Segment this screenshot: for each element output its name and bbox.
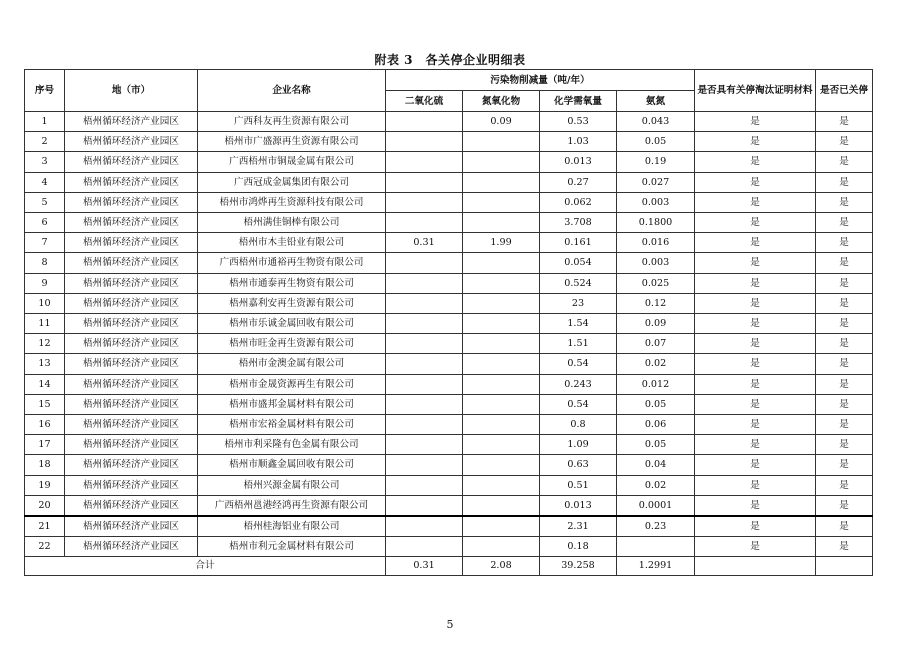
cell-nox <box>463 253 540 273</box>
cell-evidence: 是 <box>695 233 816 253</box>
table-row <box>25 455 873 475</box>
cell-region: 梧州循环经济产业园区 <box>65 415 198 435</box>
cell-nox <box>463 374 540 394</box>
cell-evidence: 是 <box>695 112 816 132</box>
cell-closed: 是 <box>816 495 873 516</box>
cell-closed: 是 <box>816 394 873 414</box>
cell-company: 梧州市鸿烨再生资源科技有限公司 <box>198 192 386 212</box>
cell-nox <box>463 537 540 557</box>
cell-seq: 8 <box>25 253 65 273</box>
cell-cod: 1.09 <box>540 435 617 455</box>
cell-so2 <box>386 112 463 132</box>
cell-nh3: 0.0001 <box>617 495 695 516</box>
cell-company: 广西梧州邕港经鸿再生资源有限公司 <box>198 495 386 516</box>
cell-company: 梧州嘉利安再生资源有限公司 <box>198 293 386 313</box>
cell-nh3: 0.12 <box>617 293 695 313</box>
cell-company: 广西梧州市通裕再生物资有限公司 <box>198 253 386 273</box>
cell-cod: 2.31 <box>540 516 617 537</box>
cell-nox <box>463 152 540 172</box>
cell-region: 梧州循环经济产业园区 <box>65 253 198 273</box>
cell-region: 梧州循环经济产业园区 <box>65 334 198 354</box>
cell-cod: 1.54 <box>540 314 617 334</box>
cell-nox: 1.99 <box>463 233 540 253</box>
cell-nox <box>463 455 540 475</box>
cell-region: 梧州循环经济产业园区 <box>65 152 198 172</box>
table-row <box>25 475 873 495</box>
table-row <box>25 495 873 516</box>
cell-region: 梧州循环经济产业园区 <box>65 435 198 455</box>
cell-so2 <box>386 537 463 557</box>
header-cod: 化学需氧量 <box>540 91 617 112</box>
cell-closed: 是 <box>816 172 873 192</box>
cell-cod: 0.63 <box>540 455 617 475</box>
cell-company: 梧州市旺金再生资源有限公司 <box>198 334 386 354</box>
cell-closed: 是 <box>816 152 873 172</box>
table-row <box>25 132 873 152</box>
cell-seq: 2 <box>25 132 65 152</box>
cell-seq: 13 <box>25 354 65 374</box>
cell-nox <box>463 172 540 192</box>
cell-evidence: 是 <box>695 495 816 516</box>
cell-company: 广西科友再生资源有限公司 <box>198 112 386 132</box>
cell-so2 <box>386 455 463 475</box>
cell-region: 梧州循环经济产业园区 <box>65 475 198 495</box>
header-nox: 氮氧化物 <box>463 91 540 112</box>
cell-cod: 0.243 <box>540 374 617 394</box>
total-nh3: 1.2991 <box>617 557 695 576</box>
cell-nox <box>463 354 540 374</box>
cell-closed: 是 <box>816 112 873 132</box>
cell-so2 <box>386 253 463 273</box>
cell-seq: 22 <box>25 537 65 557</box>
table-row <box>25 354 873 374</box>
cell-nox <box>463 394 540 414</box>
cell-region: 梧州循环经济产业园区 <box>65 293 198 313</box>
cell-evidence: 是 <box>695 192 816 212</box>
cell-cod: 1.03 <box>540 132 617 152</box>
cell-nox <box>463 273 540 293</box>
cell-nh3: 0.06 <box>617 415 695 435</box>
cell-cod: 3.708 <box>540 213 617 233</box>
cell-nox <box>463 415 540 435</box>
cell-seq: 7 <box>25 233 65 253</box>
cell-so2 <box>386 495 463 516</box>
header-closed: 是否已关停 <box>816 70 873 112</box>
total-nox: 2.08 <box>463 557 540 576</box>
cell-closed: 是 <box>816 233 873 253</box>
cell-seq: 15 <box>25 394 65 414</box>
cell-seq: 18 <box>25 455 65 475</box>
cell-nh3: 0.02 <box>617 475 695 495</box>
cell-company: 广西梧州市铜晟金属有限公司 <box>198 152 386 172</box>
cell-region: 梧州循环经济产业园区 <box>65 314 198 334</box>
cell-seq: 14 <box>25 374 65 394</box>
cell-nh3: 0.003 <box>617 253 695 273</box>
cell-nh3: 0.05 <box>617 132 695 152</box>
cell-nh3: 0.016 <box>617 233 695 253</box>
cell-seq: 16 <box>25 415 65 435</box>
closed-enterprises-table <box>24 69 873 576</box>
table-row <box>25 314 873 334</box>
cell-so2 <box>386 354 463 374</box>
cell-cod: 0.161 <box>540 233 617 253</box>
cell-closed: 是 <box>816 132 873 152</box>
cell-closed: 是 <box>816 273 873 293</box>
table-row <box>25 537 873 557</box>
cell-evidence: 是 <box>695 435 816 455</box>
cell-nh3: 0.012 <box>617 374 695 394</box>
cell-closed: 是 <box>816 516 873 537</box>
cell-nox <box>463 435 540 455</box>
cell-so2 <box>386 152 463 172</box>
page-number: 5 <box>446 618 454 631</box>
cell-company: 梧州市宏裕金属材料有限公司 <box>198 415 386 435</box>
cell-nh3: 0.003 <box>617 192 695 212</box>
cell-seq: 10 <box>25 293 65 313</box>
table-row <box>25 172 873 192</box>
cell-evidence: 是 <box>695 172 816 192</box>
cell-company: 广西冠成金属集团有限公司 <box>198 172 386 192</box>
cell-so2 <box>386 516 463 537</box>
table-row <box>25 415 873 435</box>
cell-evidence: 是 <box>695 516 816 537</box>
cell-region: 梧州循环经济产业园区 <box>65 516 198 537</box>
cell-seq: 19 <box>25 475 65 495</box>
cell-evidence: 是 <box>695 314 816 334</box>
header-seq: 序号 <box>25 70 65 112</box>
cell-region: 梧州循环经济产业园区 <box>65 394 198 414</box>
cell-cod: 23 <box>540 293 617 313</box>
total-label: 合计 <box>25 557 386 576</box>
cell-seq: 17 <box>25 435 65 455</box>
cell-evidence: 是 <box>695 152 816 172</box>
cell-cod: 0.54 <box>540 354 617 374</box>
cell-region: 梧州循环经济产业园区 <box>65 537 198 557</box>
cell-seq: 21 <box>25 516 65 537</box>
cell-evidence: 是 <box>695 394 816 414</box>
cell-so2 <box>386 273 463 293</box>
cell-region: 梧州循环经济产业园区 <box>65 374 198 394</box>
cell-company: 梧州市金澳金属有限公司 <box>198 354 386 374</box>
cell-company: 梧州市乐诚金属回收有限公司 <box>198 314 386 334</box>
table-row <box>25 112 873 132</box>
cell-nh3: 0.043 <box>617 112 695 132</box>
total-closed <box>816 557 873 576</box>
cell-closed: 是 <box>816 455 873 475</box>
cell-region: 梧州循环经济产业园区 <box>65 495 198 516</box>
cell-company: 梧州市利采隆有色金属有限公司 <box>198 435 386 455</box>
cell-nh3: 0.05 <box>617 394 695 414</box>
cell-cod: 0.27 <box>540 172 617 192</box>
cell-nh3: 0.09 <box>617 314 695 334</box>
cell-company: 梧州市顺鑫金属回收有限公司 <box>198 455 386 475</box>
cell-cod: 0.8 <box>540 415 617 435</box>
cell-so2 <box>386 394 463 414</box>
cell-nh3: 0.07 <box>617 334 695 354</box>
cell-company: 梧州市盛邦金属材料有限公司 <box>198 394 386 414</box>
cell-evidence: 是 <box>695 374 816 394</box>
cell-evidence: 是 <box>695 213 816 233</box>
cell-so2 <box>386 374 463 394</box>
cell-so2 <box>386 415 463 435</box>
cell-nox <box>463 132 540 152</box>
cell-nox <box>463 495 540 516</box>
table-row <box>25 152 873 172</box>
cell-region: 梧州循环经济产业园区 <box>65 192 198 212</box>
cell-nh3: 0.02 <box>617 354 695 374</box>
cell-region: 梧州循环经济产业园区 <box>65 273 198 293</box>
header-company: 企业名称 <box>198 70 386 112</box>
cell-nh3: 0.23 <box>617 516 695 537</box>
cell-closed: 是 <box>816 435 873 455</box>
cell-evidence: 是 <box>695 537 816 557</box>
cell-company: 梧州满佳铜棒有限公司 <box>198 213 386 233</box>
cell-closed: 是 <box>816 253 873 273</box>
cell-evidence: 是 <box>695 132 816 152</box>
cell-nh3 <box>617 537 695 557</box>
table-row <box>25 394 873 414</box>
header-region: 地（市） <box>65 70 198 112</box>
cell-nox: 0.09 <box>463 112 540 132</box>
cell-seq: 3 <box>25 152 65 172</box>
cell-company: 梧州市通泰再生物资有限公司 <box>198 273 386 293</box>
cell-nox <box>463 334 540 354</box>
cell-nox <box>463 475 540 495</box>
cell-so2 <box>386 192 463 212</box>
cell-evidence: 是 <box>695 334 816 354</box>
cell-so2: 0.31 <box>386 233 463 253</box>
cell-company: 梧州市木圭铅业有限公司 <box>198 233 386 253</box>
cell-closed: 是 <box>816 293 873 313</box>
table-row <box>25 435 873 455</box>
cell-seq: 9 <box>25 273 65 293</box>
cell-seq: 6 <box>25 213 65 233</box>
cell-so2 <box>386 334 463 354</box>
cell-region: 梧州循环经济产业园区 <box>65 233 198 253</box>
total-cod: 39.258 <box>540 557 617 576</box>
cell-region: 梧州循环经济产业园区 <box>65 354 198 374</box>
cell-evidence: 是 <box>695 455 816 475</box>
cell-nh3: 0.04 <box>617 455 695 475</box>
cell-so2 <box>386 435 463 455</box>
cell-company: 梧州市广盛源再生资源有限公司 <box>198 132 386 152</box>
cell-cod: 0.524 <box>540 273 617 293</box>
cell-closed: 是 <box>816 537 873 557</box>
table-row <box>25 516 873 537</box>
cell-company: 梧州兴源金属有限公司 <box>198 475 386 495</box>
cell-region: 梧州循环经济产业园区 <box>65 213 198 233</box>
cell-region: 梧州循环经济产业园区 <box>65 172 198 192</box>
cell-evidence: 是 <box>695 415 816 435</box>
cell-seq: 1 <box>25 112 65 132</box>
table-row <box>25 233 873 253</box>
cell-region: 梧州循环经济产业园区 <box>65 455 198 475</box>
cell-evidence: 是 <box>695 253 816 273</box>
header-nh3: 氨氮 <box>617 91 695 112</box>
cell-closed: 是 <box>816 213 873 233</box>
table-body <box>25 112 873 576</box>
table-title: 附表 3 各关停企业明细表 <box>374 53 526 67</box>
cell-so2 <box>386 213 463 233</box>
cell-company: 梧州市利元金属材料有限公司 <box>198 537 386 557</box>
cell-cod: 0.18 <box>540 537 617 557</box>
total-evidence <box>695 557 816 576</box>
cell-nh3: 0.1800 <box>617 213 695 233</box>
cell-seq: 4 <box>25 172 65 192</box>
cell-closed: 是 <box>816 415 873 435</box>
table-row <box>25 253 873 273</box>
cell-evidence: 是 <box>695 475 816 495</box>
total-row <box>25 557 873 576</box>
header-pollutant-group: 污染物削减量（吨/年） <box>386 70 695 91</box>
table-row <box>25 273 873 293</box>
cell-cod: 0.53 <box>540 112 617 132</box>
table-row <box>25 374 873 394</box>
cell-nh3: 0.025 <box>617 273 695 293</box>
cell-cod: 0.013 <box>540 495 617 516</box>
cell-closed: 是 <box>816 192 873 212</box>
total-so2: 0.31 <box>386 557 463 576</box>
cell-seq: 11 <box>25 314 65 334</box>
cell-so2 <box>386 293 463 313</box>
cell-cod: 0.013 <box>540 152 617 172</box>
cell-cod: 1.51 <box>540 334 617 354</box>
cell-nh3: 0.19 <box>617 152 695 172</box>
cell-cod: 0.51 <box>540 475 617 495</box>
cell-closed: 是 <box>816 334 873 354</box>
cell-cod: 0.062 <box>540 192 617 212</box>
cell-nox <box>463 213 540 233</box>
cell-nox <box>463 314 540 334</box>
cell-closed: 是 <box>816 314 873 334</box>
cell-closed: 是 <box>816 374 873 394</box>
cell-nox <box>463 192 540 212</box>
cell-so2 <box>386 132 463 152</box>
cell-company: 梧州桂海铝业有限公司 <box>198 516 386 537</box>
cell-cod: 0.054 <box>540 253 617 273</box>
cell-evidence: 是 <box>695 273 816 293</box>
cell-company: 梧州市金晟资源再生有限公司 <box>198 374 386 394</box>
cell-seq: 12 <box>25 334 65 354</box>
cell-closed: 是 <box>816 475 873 495</box>
cell-region: 梧州循环经济产业园区 <box>65 132 198 152</box>
cell-nh3: 0.05 <box>617 435 695 455</box>
cell-nh3: 0.027 <box>617 172 695 192</box>
cell-so2 <box>386 475 463 495</box>
cell-region: 梧州循环经济产业园区 <box>65 112 198 132</box>
header-so2: 二氧化硫 <box>386 91 463 112</box>
table-row <box>25 192 873 212</box>
table-row <box>25 334 873 354</box>
cell-closed: 是 <box>816 354 873 374</box>
cell-seq: 5 <box>25 192 65 212</box>
cell-nox <box>463 516 540 537</box>
table-row <box>25 213 873 233</box>
cell-cod: 0.54 <box>540 394 617 414</box>
cell-evidence: 是 <box>695 293 816 313</box>
header-evidence: 是否具有关停淘汰证明材料 <box>695 70 816 112</box>
cell-nox <box>463 293 540 313</box>
cell-evidence: 是 <box>695 354 816 374</box>
table-row <box>25 293 873 313</box>
cell-so2 <box>386 172 463 192</box>
cell-seq: 20 <box>25 495 65 516</box>
cell-so2 <box>386 314 463 334</box>
